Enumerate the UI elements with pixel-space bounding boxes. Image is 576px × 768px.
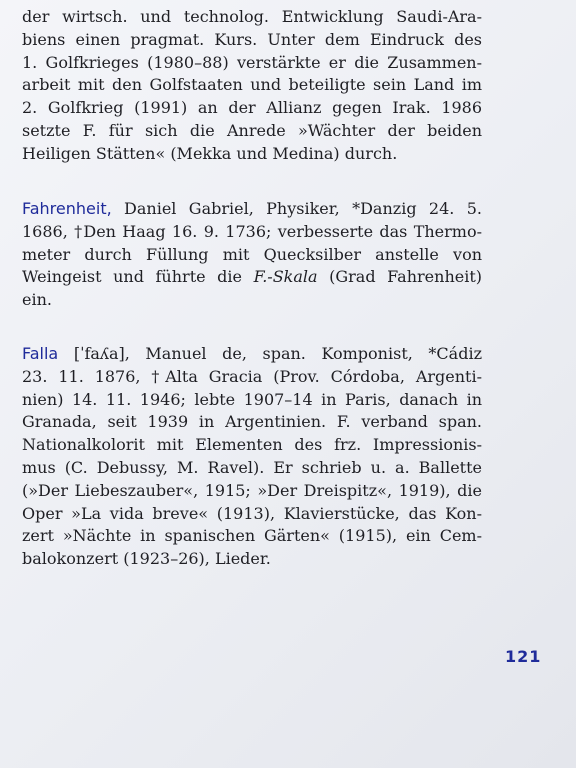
- italic-term: F.-Skala: [253, 267, 318, 287]
- text-line: 23. 11. 1876, †Alta Gracia (Prov. Córdoba, Argenti-: [22, 366, 482, 386]
- entry-text: Daniel Gabriel, Physiker, *Danzig 24. 5.: [111, 199, 482, 218]
- entry-text: [ˈfaʎa], Manuel de, span. Komponist, *Cádiz: [58, 344, 482, 363]
- text-line: setzte F. für sich die Anrede »Wächter der beiden: [22, 120, 482, 140]
- text-line: meter durch Füllung mit Quecksilber anstelle von: [22, 244, 482, 264]
- entry-first-line: [22, 198, 482, 221]
- entry-text: Weingeist und führte die: [22, 267, 254, 287]
- text-line: 1686, †Den Haag 16. 9. 1736; verbesserte das Thermo-: [22, 221, 482, 241]
- headword: Fahrenheit,: [22, 199, 112, 218]
- text-line: Granada, seit 1939 in Argentinien. F. verband span.: [22, 412, 482, 432]
- headword: Falla: [22, 344, 59, 363]
- entry-text: (Grad Fahrenheit): [317, 267, 483, 287]
- entry-saudi-continuation: [22, 6, 482, 166]
- text-line: Oper »La vida breve« (1913), Klavierstücke, das Kon-: [22, 503, 482, 523]
- page-number: 121: [505, 647, 542, 666]
- text-line: 1. Golfkrieges (1980–88) verstärkte er die Zusammen-: [22, 52, 482, 72]
- text-line: mus (C. Debussy, M. Ravel). Er schrieb u. a. Ballette: [22, 457, 482, 477]
- entry-falla: [22, 343, 482, 571]
- text-line: ein.: [22, 290, 52, 310]
- entry-first-line: [22, 343, 482, 366]
- text-line: balokonzert (1923–26), Lieder.: [22, 549, 271, 569]
- text-line: [22, 266, 482, 289]
- text-line: (»Der Liebeszauber«, 1915; »Der Dreispitz«, 1919), die: [22, 480, 482, 500]
- text-line: nien) 14. 11. 1946; lebte 1907–14 in Paris, danach in: [22, 389, 482, 409]
- text-line: 2. Golfkrieg (1991) an der Allianz gegen Irak. 1986: [22, 98, 482, 118]
- text-line: arbeit mit den Golfstaaten und beteiligte sein Land im: [22, 75, 482, 95]
- text-line: biens einen pragmat. Kurs. Unter dem Eindruck des: [22, 29, 482, 49]
- text-line: Nationalkolorit mit Elementen des frz. Impressionis-: [22, 435, 482, 455]
- text-line: Heiligen Stätten« (Mekka und Medina) durch.: [22, 143, 398, 163]
- text-line: zert »Nächte in spanischen Gärten« (1915), ein Cem-: [22, 526, 482, 546]
- entry-fahrenheit: [22, 198, 482, 312]
- text-line: der wirtsch. und technolog. Entwicklung Saudi-Ara-: [22, 7, 482, 26]
